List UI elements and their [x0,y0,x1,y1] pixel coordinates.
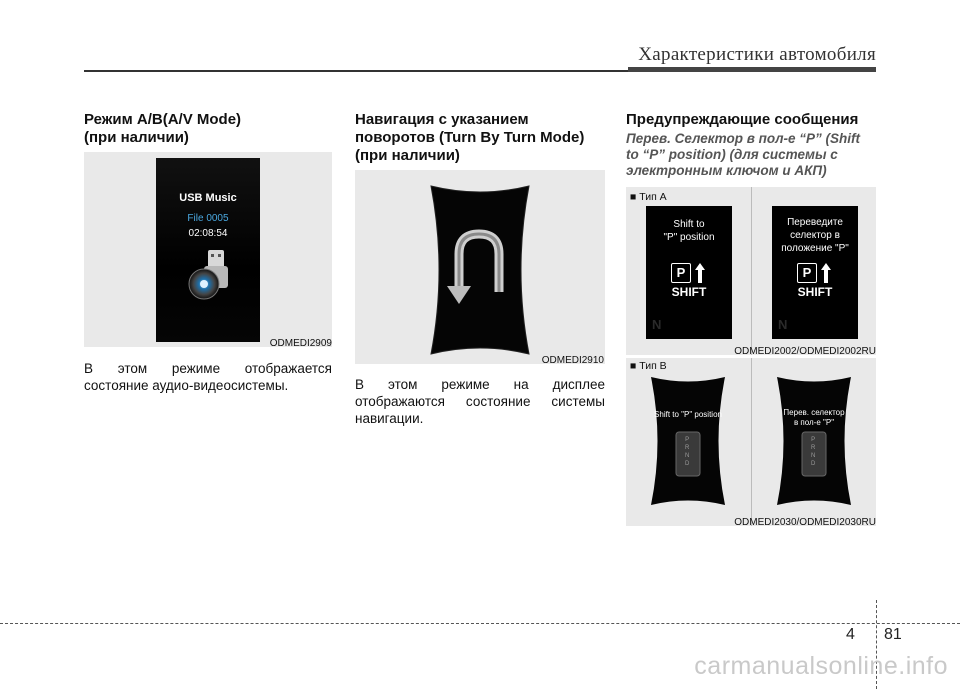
cluster-display [156,158,260,342]
p-shift-indicator [797,263,831,283]
figure-code: ODMEDI2909 [269,338,332,349]
body-line: В этом режиме на дисплее [355,377,605,392]
gear-n-indicator: N [652,317,662,332]
body-line: навигации. [355,411,424,426]
gear-n: N [685,453,690,459]
usb-music-title: USB Music [179,192,237,204]
warning-line: селектор в [790,230,840,241]
panel-divider [751,187,752,355]
watermark[interactable]: carmanualsonline.info [694,652,948,680]
running-header: Характеристики автомобиля [638,44,876,65]
warning-text [770,408,858,428]
figure-code: ODMEDI2002/ODMEDI2002RU [734,346,876,357]
warning-screen-russian [772,206,858,339]
warning-line: Переведите [787,217,843,228]
footer-rule [0,623,960,624]
warning-screen-russian [774,374,854,508]
figure-turn-by-turn [355,170,605,364]
warning-line: Перев. селектор [783,408,845,417]
warning-line: "P" position [663,232,715,243]
subheading-line: Перев. Селектор в пол-е “P” (Shift [626,131,860,146]
arrow-up-icon [821,263,831,283]
section-subheading [626,131,878,179]
park-icon: P [797,263,817,283]
figure-code: ODMEDI2910 [541,355,604,366]
body-paragraph [355,376,605,427]
warning-line: положение "P" [781,243,849,254]
subheading-line: электронным ключом и АКП) [626,163,827,178]
type-b-label: ■ Тип B [630,360,667,372]
body-line: состояние аудио-видеосистемы. [84,378,289,393]
warning-line: в пол-е "P" [793,418,835,427]
play-time: 02:08:54 [188,228,228,239]
body-paragraph [84,360,332,394]
warning-screen-english [648,374,728,508]
section-heading-warnings: Предупреждающие сообщения [626,111,859,128]
figure-type-a [626,187,876,355]
gear-selector-icon [685,436,689,468]
section-heading-turn-by-turn [355,111,607,165]
warning-screen-english [646,206,732,339]
p-shift-indicator [671,263,705,283]
figure-av-mode [84,152,332,347]
heading-line: Режим A/B(A/V Mode) [84,111,242,128]
section-heading-av-mode [84,111,324,147]
body-line: В этом режиме отображается [84,361,332,376]
arrow-up-icon [695,263,705,283]
file-number: File 0005 [187,213,229,224]
heading-line: (при наличии) [355,147,460,164]
chapter-number: 4 [846,626,855,643]
shift-label: SHIFT [671,285,707,299]
heading-line: Навигация с указанием [355,111,529,128]
gear-p: P [685,437,690,443]
gear-r: R [811,445,816,451]
gear-d: D [685,461,690,467]
figure-type-b [626,358,876,526]
subheading-line: to “P” position) (для системы с [626,147,838,162]
type-a-label: ■ Тип A [630,191,667,203]
gear-p: P [811,437,816,443]
header-rule-accent [628,67,876,72]
heading-line: поворотов (Turn By Turn Mode) [355,129,585,146]
gear-r: R [685,445,690,451]
park-icon: P [671,263,691,283]
page-number: 81 [884,626,902,643]
usb-disc-icon [186,246,236,302]
heading-line: (при наличии) [84,129,189,146]
gear-n-indicator: N [778,317,788,332]
cluster-display [427,182,533,358]
warning-line: Shift to [673,219,705,230]
shift-label: SHIFT [797,285,833,299]
gear-d: D [811,461,816,467]
gear-selector-icon [811,436,815,468]
body-line: отображаются состояние системы [355,394,605,409]
gear-n: N [811,453,816,459]
warning-line: Shift to "P" position [654,410,722,419]
panel-divider [751,358,752,526]
figure-code: ODMEDI2030/ODMEDI2030RU [734,517,876,528]
